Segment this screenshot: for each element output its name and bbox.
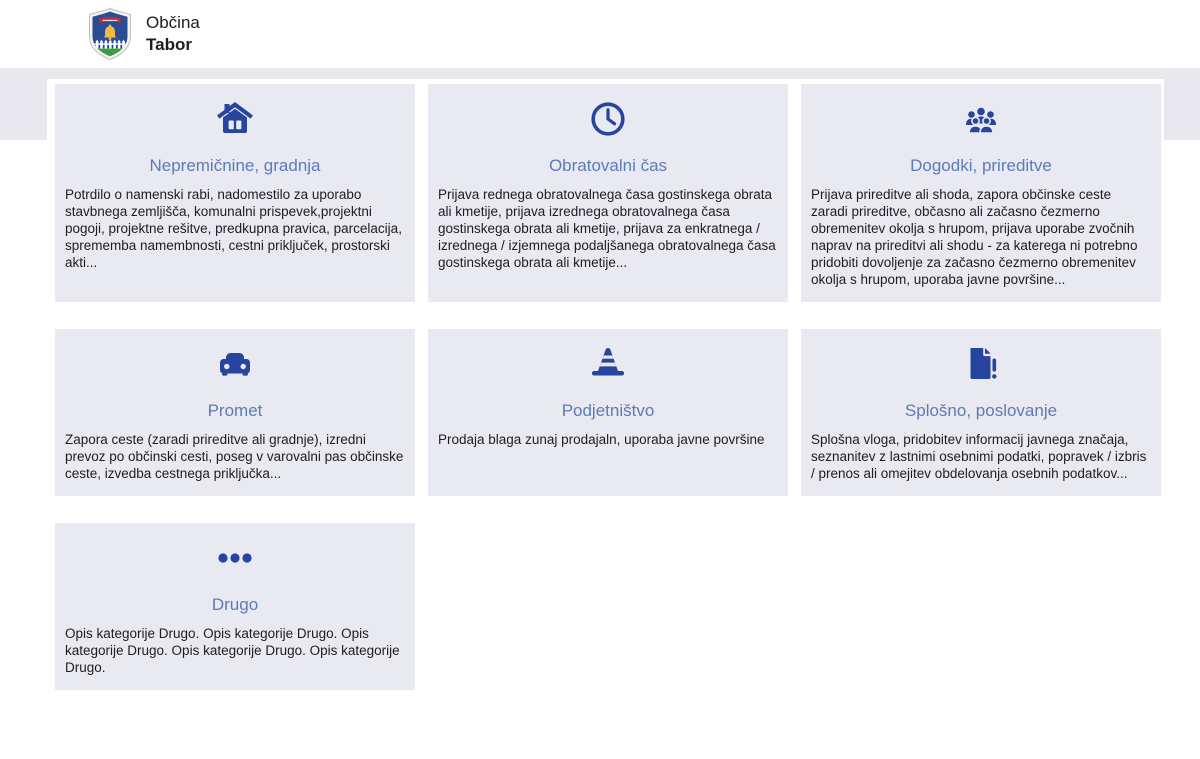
category-title: Nepremičnine, gradnja: [149, 156, 321, 175]
people-icon: [811, 97, 1151, 141]
ellipsis-icon: [65, 536, 405, 580]
category-grid: [55, 84, 1160, 690]
category-card[interactable]: [801, 84, 1161, 302]
clock-icon: [438, 97, 778, 141]
category-title: Podjetništvo: [561, 401, 655, 420]
category-title: Drugo: [211, 595, 259, 614]
house-icon: [65, 97, 405, 141]
category-description: Potrdilo o namenski rabi, nadomestilo za uporabo stavbnega zemljišča, komunalni prispevek,projektni pogoji, projektne rešitve, predkupna pravica, parcelacija, sprememba namembnosti, cestni priključek, prostorski akti...: [65, 187, 402, 270]
category-title: Promet: [207, 401, 263, 420]
category-description: Prodaja blaga zunaj prodajaln, uporaba javne površine: [438, 432, 765, 447]
category-card[interactable]: [428, 329, 788, 496]
category-title: Obratovalni čas: [548, 156, 668, 175]
category-card[interactable]: [801, 329, 1161, 496]
site-title: [146, 12, 200, 56]
traffic-cone-icon: [438, 342, 778, 386]
category-title: Splošno, poslovanje: [904, 401, 1058, 420]
category-card[interactable]: [428, 84, 788, 302]
category-description: Prijava prireditve ali shoda, zapora občinske ceste zaradi prireditve, občasno ali začasno čezmerno obremenitev okolja s hrupom, prijava uporabe zvočnih naprav na prireditvi ali shodu - za katerega ni potrebno pridobiti dovoljenje za začasno čezmerno obremenitev okolja s hrupom, uporaba javne površine...: [811, 187, 1138, 287]
document-exclamation-icon: [811, 342, 1151, 386]
municipal-coat-of-arms: [85, 7, 135, 61]
category-description: Prijava rednega obratovalnega časa gostinskega obrata ali kmetije, prijava izrednega obratovalnega časa gostinskega obrata ali kmetije, prijava za enkratnega / izrednega / izjemnega podaljšanega obratovalnega časa gostinskega obrata ali kmetije...: [438, 187, 776, 270]
category-description: Splošna vloga, pridobitev informacij javnega značaja, seznanitev z lastnimi osebnimi podatki, popravek / izbris / prenos ali omejitev obdelovanja osebnih podatkov...: [811, 432, 1147, 481]
category-title: Dogodki, prireditve: [910, 156, 1052, 175]
site-header: [0, 0, 1200, 68]
category-description: Zapora ceste (zaradi prireditve ali gradnje), izredni prevoz po občinski cesti, poseg v varovalni pas občinske ceste, izvedba cestnega priključka...: [65, 432, 404, 481]
site-title-line2: Tabor: [146, 35, 192, 54]
car-icon: [65, 342, 405, 386]
category-card[interactable]: [55, 523, 415, 690]
category-card[interactable]: [55, 329, 415, 496]
site-title-line1: Občina: [146, 13, 200, 32]
category-description: Opis kategorije Drugo. Opis kategorije Drugo. Opis kategorije Drugo. Opis kategorije Drugo. Opis kategorije Drugo.: [65, 626, 400, 675]
category-card[interactable]: [55, 84, 415, 302]
content-area: [47, 79, 1164, 759]
